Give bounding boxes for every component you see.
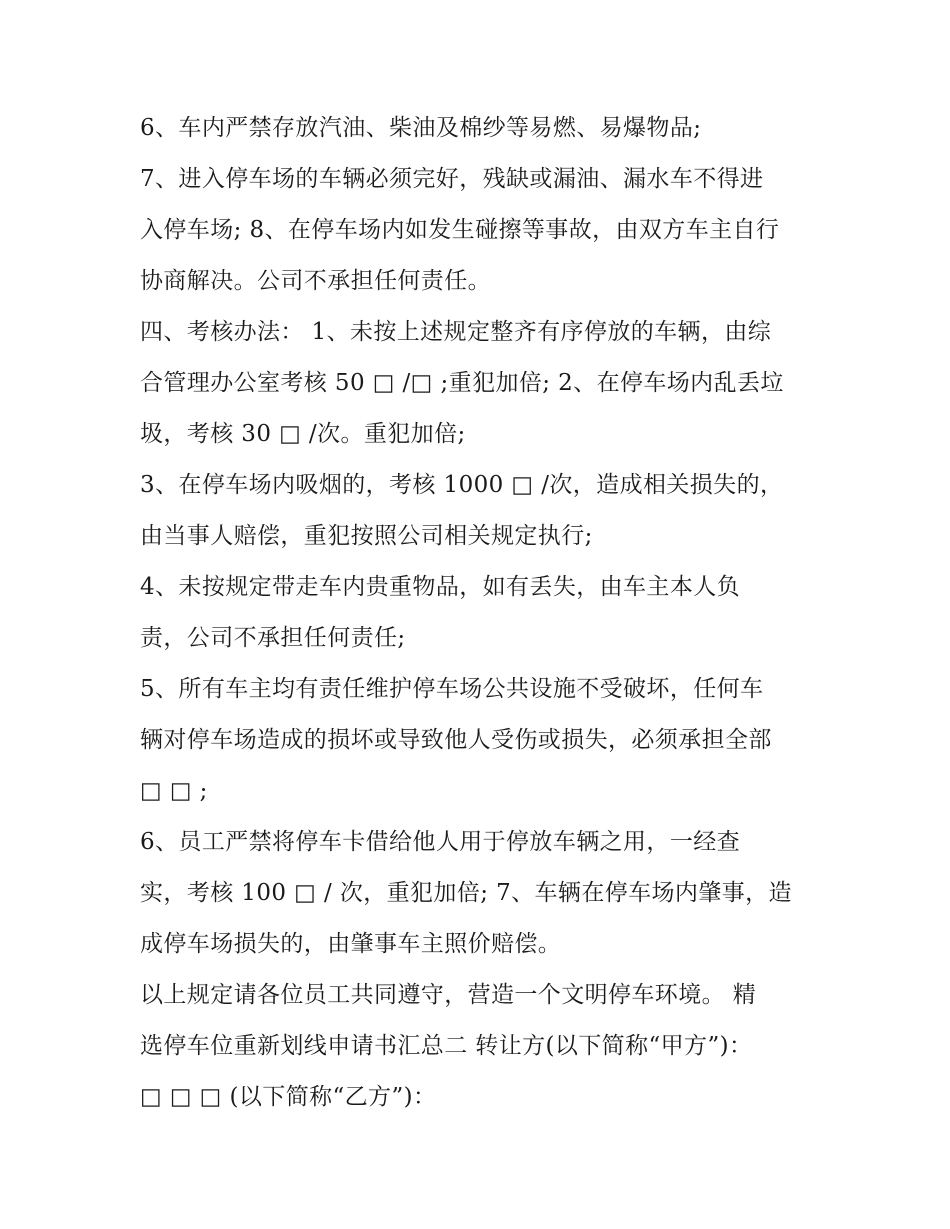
text-line-13: 辆对停车场造成的损坏或导致他人受伤或损失，必须承担全部	[140, 727, 772, 753]
text-line-7: 圾，考核 30 □ /次。重犯加倍;	[140, 421, 466, 447]
text-line-10: 4、未按规定带走车内贵重物品，如有丢失，由车主本人负	[140, 574, 741, 600]
text-line-19: 选停车位重新划线申请书汇总二 转让方(以下简称“甲方”)：	[140, 1033, 753, 1059]
text-line-2: 7、进入停车场的车辆必须完好，残缺或漏油、漏水车不得进	[140, 166, 764, 192]
text-line-20: □ □ □ (以下简称“乙方”)：	[140, 1084, 437, 1110]
text-line-16: 实，考核 100 □ / 次，重犯加倍; 7、车辆在停车场内肇事，造	[140, 880, 792, 906]
text-line-9: 由当事人赔偿，重犯按照公司相关规定执行;	[140, 523, 593, 549]
document-body	[140, 103, 830, 1123]
text-line-5: 四、考核办法： 1、未按上述规定整齐有序停放的车辆，由综	[140, 319, 772, 345]
text-line-6: 合管理办公室考核 50 □ /□ ;重犯加倍; 2、在停车场内乱丢垃	[140, 370, 784, 396]
text-line-12: 5、所有车主均有责任维护停车场公共设施不受破坏，任何车	[140, 676, 764, 702]
text-line-3: 入停车场; 8、在停车场内如发生碰擦等事故，由双方车主自行	[140, 217, 780, 243]
text-line-14: □ □ ;	[140, 778, 208, 804]
text-line-15: 6、员工严禁将停车卡借给他人用于停放车辆之用，一经查	[140, 829, 741, 855]
text-line-11: 责，公司不承担任何责任;	[140, 625, 406, 651]
text-line-17: 成停车场损失的，由肇事车主照价赔偿。	[140, 931, 562, 957]
text-line-4: 协商解决。公司不承担任何责任。	[140, 268, 491, 294]
text-line-1: 6、车内严禁存放汽油、柴油及棉纱等易燃、易爆物品;	[140, 115, 702, 141]
text-line-18: 以上规定请各位员工共同遵守，营造一个文明停车环境。 精	[140, 982, 757, 1008]
text-line-8: 3、在停车场内吸烟的，考核 1000 □ /次，造成相关损失的，	[140, 472, 784, 498]
